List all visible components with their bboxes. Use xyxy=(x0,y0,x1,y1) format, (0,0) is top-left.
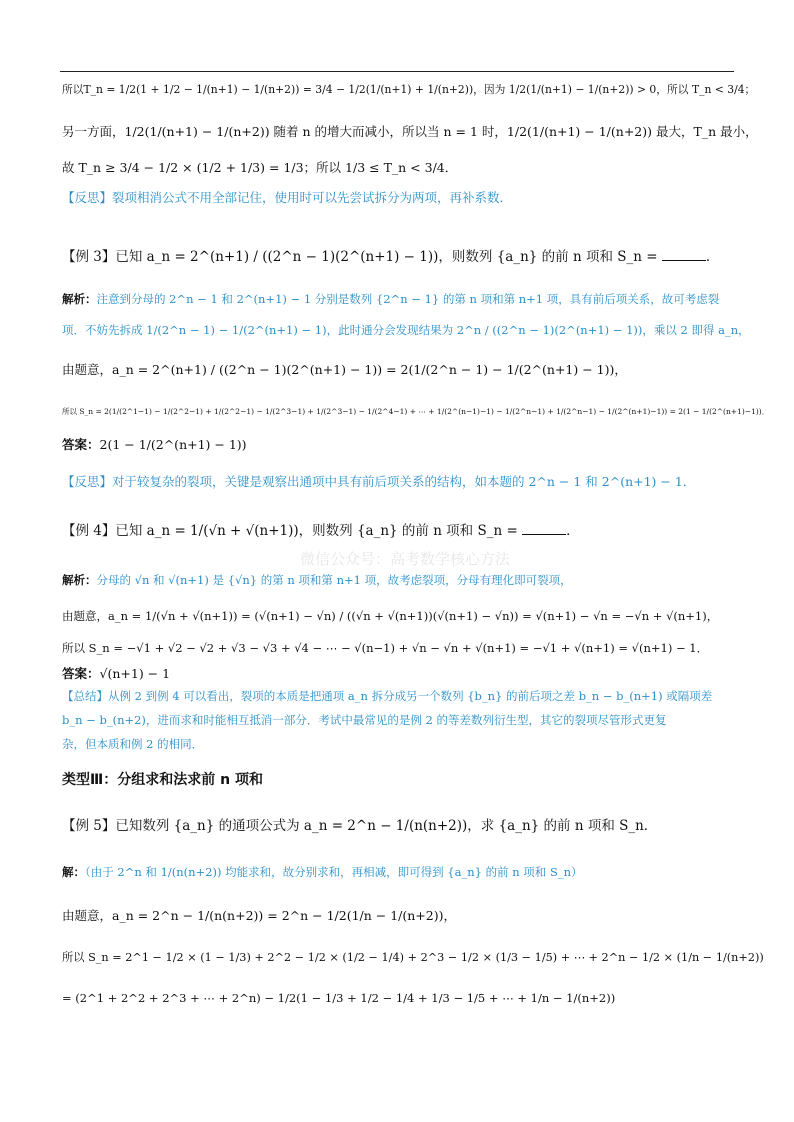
example-5-step-3: = (2^1 + 2^2 + 2^3 + ⋯ + 2^n) − 1/2(1 − 1/3 + 1/2 − 1/4 + 1/3 − 1/5 + ⋯ + 1/n − 1/(n+2)) xyxy=(62,991,616,1005)
example-4-step-2: 所以 S_n = −√1 + √2 − √2 + √3 − √3 + √4 − ⋯ − √(n−1) + √n − √n + √(n+1) = −√1 + √(n+1) = √(n+1) − 1． xyxy=(62,641,709,655)
example-3-step-2: 所以 S_n = 2(1/(2^1−1) − 1/(2^2−1) + 1/(2^2−1) − 1/(2^3−1) + 1/(2^3−1) − 1/(2^4−1) + ⋯ + 1/(2^(n−1)−1) − 1/(2^n−1) + 1/(2^n−1) − 1/(2^(n+1)−1)) = 2(1 − 1/(2^(n+1)−1))． xyxy=(62,407,770,416)
example-5-step-2: 所以 S_n = 2^1 − 1/2 × (1 − 1/3) + 2^2 − 1/2 × (1/2 − 1/4) + 2^3 − 1/2 × (1/3 − 1/5) + ⋯ + 2^n − 1/2 × (1/n − 1/(n+2)) xyxy=(62,951,764,964)
answer-blank xyxy=(662,248,706,261)
example-4-analysis xyxy=(62,572,572,588)
answer-label: 答案： xyxy=(62,666,100,681)
analysis-label: 解析： xyxy=(62,292,97,306)
answer-value: √(n+1) − 1 xyxy=(99,666,171,681)
analysis-text: 注意到分母的 2^n − 1 和 2^(n+1) − 1 分别是数列 {2^n − 1} 的第 n 项和第 n+1 项，具有前后项关系，故可考虑裂 xyxy=(96,292,720,306)
continuation-line-1: 所以T_n = 1/2(1 + 1/2 − 1/(n+1) − 1/(n+2)) = 3/4 − 1/2(1/(n+1) + 1/(n+2))，因为 1/2(1/(n+1) − 1/(n+2)) > 0，所以 T_n < 3/4； xyxy=(62,83,756,96)
answer-label: 答案： xyxy=(62,437,100,452)
summary-line-3: 杂，但本质和例 2 的相同． xyxy=(62,737,204,751)
period: ． xyxy=(705,249,720,265)
reflection-2: 【反思】对于较复杂的裂项，关键是观察出通项中具有前后项关系的结构，如本题的 2^n − 1 和 2^(n+1) − 1． xyxy=(62,474,696,489)
example-3-step-1: 由题意，a_n = 2^(n+1) / ((2^n − 1)(2^(n+1) − 1)) = 2(1/(2^n − 1) − 1/(2^(n+1) − 1))， xyxy=(62,362,627,377)
example-5-solution-note xyxy=(62,864,583,880)
example-3-question: 【例 3】已知 a_n = 2^(n+1) / ((2^n − 1)(2^(n+1) − 1))，则数列 {a_n} 的前 n 项和 S_n = xyxy=(62,249,658,265)
header-rule xyxy=(60,71,734,72)
watermark: 微信公众号：高考数学核心方法 xyxy=(300,550,511,568)
analysis-label: 解析： xyxy=(62,573,97,587)
summary-line-2: b_n − b_(n+2)，进而求和时能相互抵消一部分．考试中最常见的是例 2 的等差数列衍生型，其它的裂项尽管形式更复 xyxy=(62,713,667,727)
continuation-line-2: 另一方面，1/2(1/(n+1) − 1/(n+2)) 随着 n 的增大而减小，所以当 n = 1 时，1/2(1/(n+1) − 1/(n+2)) 最大，T_n 最小， xyxy=(62,124,758,139)
example-5-title: 【例 5】已知数列 {a_n} 的通项公式为 a_n = 2^n − 1/(n(n+2))，求 {a_n} 的前 n 项和 S_n． xyxy=(62,818,658,834)
summary-line-1: 【总结】从例 2 到例 4 可以看出，裂项的本质是把通项 a_n 拆分成另一个数列 {b_n} 的前后项之差 b_n − b_(n+1) 或隔项差 xyxy=(62,689,713,703)
example-4-answer xyxy=(62,666,170,682)
example-3-answer xyxy=(62,437,247,453)
example-3-title xyxy=(62,248,719,265)
solution-label: 解： xyxy=(62,865,85,879)
continuation-line-3: 故 T_n ≥ 3/4 − 1/2 × (1/2 + 1/3) = 1/3；所以 1/3 ≤ T_n < 3/4． xyxy=(62,160,458,175)
reflection-1: 【反思】裂项相消公式不用全部记住，使用时可以先尝试拆分为两项，再补系数． xyxy=(62,190,513,205)
answer-value: 2(1 − 1/(2^(n+1) − 1)) xyxy=(99,437,247,452)
example-4-question: 【例 4】已知 a_n = 1/(√n + √(n+1))，则数列 {a_n} 的前 n 项和 S_n = xyxy=(62,523,518,539)
example-4-title xyxy=(62,522,580,539)
analysis-text: 分母的 √n 和 √(n+1) 是 {√n} 的第 n 项和第 n+1 项，故考虑裂项，分母有理化即可裂项， xyxy=(96,573,572,587)
example-4-step-1: 由题意，a_n = 1/(√n + √(n+1)) = (√(n+1) − √n) / ((√n + √(n+1))(√(n+1) − √n)) = √(n+1) − √n = −√n + √(n+1)， xyxy=(62,609,719,623)
section-heading: 类型Ⅲ：分组求和法求前 n 项和 xyxy=(62,772,263,788)
example-5-step-1: 由题意，a_n = 2^n − 1/(n(n+2)) = 2^n − 1/2(1/n − 1/(n+2))， xyxy=(62,908,456,923)
period: ． xyxy=(566,523,580,539)
example-3-analysis-1 xyxy=(62,291,719,307)
answer-blank xyxy=(522,522,566,535)
example-3-analysis-2: 项．不妨先拆成 1/(2^n − 1) − 1/(2^(n+1) − 1)，此时通分会发现结果为 2^n / ((2^n − 1)(2^(n+1) − 1))，乘以 2 即得 a_n， xyxy=(62,323,750,337)
solution-note: （由于 2^n 和 1/(n(n+2)) 均能求和，故分别求和，再相减，即可得到 {a_n} 的前 n 项和 S_n） xyxy=(85,865,583,879)
